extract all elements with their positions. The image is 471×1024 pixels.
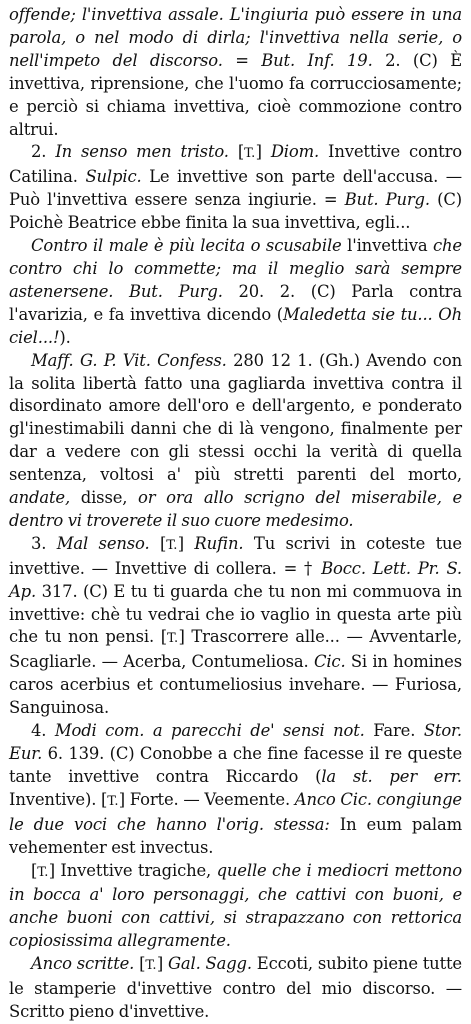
italic-text-run: Anco scritte. [31, 954, 135, 974]
italic-text-run: che contro chi lo commette; ma il meglio sarà sempre astenersene. But. Purg. [9, 236, 462, 301]
text-run: [T.] Invettive tragiche, [31, 860, 217, 880]
italic-text-run: Maff. G. P. Vit. Confess. [31, 350, 227, 370]
text-run: Fare. [364, 721, 424, 741]
text-run: Inventive). [T.] Forte. — Veemente. [9, 789, 295, 809]
text-run: In eum palam vehementer est invectus. [9, 814, 462, 857]
italic-text-run: Sulpic. [85, 167, 142, 187]
italic-text-run: Mal senso. [56, 533, 150, 553]
text-run: Invettive contro Catilina. [9, 142, 463, 187]
italic-text-run: or ora allo scrigno del miserabile, e dentro vi troverete il suo cuore medesimo. [9, 488, 463, 530]
entry-paragraph [9, 533, 462, 720]
entry-paragraph [9, 141, 462, 235]
text-run: 6. 139. (C) Conobbe a che fine facesse il re queste tante invettive contra Riccardo ( [9, 744, 462, 786]
entry-paragraph [9, 4, 462, 141]
entry-paragraph [9, 720, 462, 859]
source-marker: T. [107, 793, 119, 809]
text-run: [T.] [134, 954, 168, 974]
italic-text-run: andate, [9, 488, 71, 508]
italic-text-run: Diom. [270, 142, 320, 162]
text-run: ). [59, 327, 71, 347]
text-run: [T.] [149, 533, 195, 553]
text-run: 2. (C) È invettiva, riprensione, che l'uomo fa corrucciosamente; e perciò si chiama invettiva, cioè commozione contro altrui. [9, 50, 463, 139]
source-marker: T. [37, 864, 49, 880]
text-run: [T.] [228, 142, 271, 162]
text-run: l'invettiva [341, 236, 433, 256]
source-marker: T. [145, 958, 157, 974]
italic-text-run: But. Purg. [344, 190, 430, 210]
italic-text-run: Maledetta sie tu... Oh ciel...! [9, 304, 462, 347]
italic-text-run: Modi com. a parecchi de' sensi not. [54, 721, 365, 741]
italic-text-run: Anco Cic. congiunge le due voci che hanno l'orig. stessa: [9, 789, 462, 834]
text-run: 4. [31, 721, 55, 741]
italic-text-run: Contro il male è più lecita o scusabile [31, 236, 342, 256]
italic-text-run: offende; l'invettiva assale. L'ingiuria può essere in una parola, o nel modo di dirla; l'invettiva nella serie, o nell'impeto del discorso. = But. Inf. 19. [9, 5, 462, 70]
text-run: 317. (C) E tu ti guarda che tu non mi commuova in invettive: chè tu vedrai che io vaglio in questa arte più che tu non pensi. [T.] Trascorrere alle... — Avventarle, Scagliarle. — Acerba, Contumeliosa. [9, 581, 462, 672]
text-run: (C) Poichè Beatrice ebbe finita la sua invettiva, egli... [9, 190, 462, 233]
italic-text-run: Gal. Sagg. [167, 954, 252, 974]
text-run: Tu scrivi in coteste tue invettive. — Invettive di collera. = † [9, 533, 462, 578]
text-run: 280 12 1. (Gh.) Avendo con la solita libertà fatto una gagliarda invettiva contra il disordinato amore dell'oro e dell'argento, e ponderato gl'inestimabili danni che di là vengono, finalmente per dar a vedere con gli stessi occhi la verità di quella sentenza, voltosi a' più stretti parenti del morto, [9, 350, 462, 485]
entry-paragraph [9, 235, 462, 350]
source-marker: T. [166, 631, 179, 647]
entry-paragraph [9, 953, 462, 1024]
italic-text-run: la st. per err. [321, 766, 462, 786]
italic-text-run: quelle che i mediocri mettono in bocca a' loro personaggi, che cattivi con buoni, e anche buoni con cattivi, si strapazzano con rettorica copiosissima allegramente. [9, 860, 462, 951]
entry-paragraph [9, 350, 462, 533]
text-run: Si in homines caros acerbius et contumeliosius invehare. — Furiosa, Sanguinosa. [9, 652, 462, 718]
text-run: 2. [31, 142, 56, 162]
source-marker: T. [244, 146, 256, 162]
italic-text-run: Rufin. [194, 533, 244, 553]
italic-text-run: Cic. [313, 652, 346, 672]
text-run: 20. 2. (C) Parla contra l'avarizia, e fa invettiva dicendo ( [9, 281, 462, 324]
text-run: Eccoti, subito piene tutte le stamperie d'invettive contro del mio discorso. — Scritto pieno d'invettive. [9, 954, 462, 1021]
text-run: 3. [31, 533, 57, 553]
italic-text-run: Stor. Eur. [9, 721, 462, 763]
text-run: disse, [70, 488, 139, 508]
entry-paragraph [9, 860, 462, 954]
text-run: Le invettive son parte dell'accusa. — Può l'invettiva essere senza ingiurie. = [9, 167, 463, 210]
italic-text-run: Bocc. Lett. Pr. S. Ap. [9, 558, 462, 601]
italic-text-run: In senso men tristo. [55, 142, 229, 162]
source-marker: T. [166, 537, 178, 553]
